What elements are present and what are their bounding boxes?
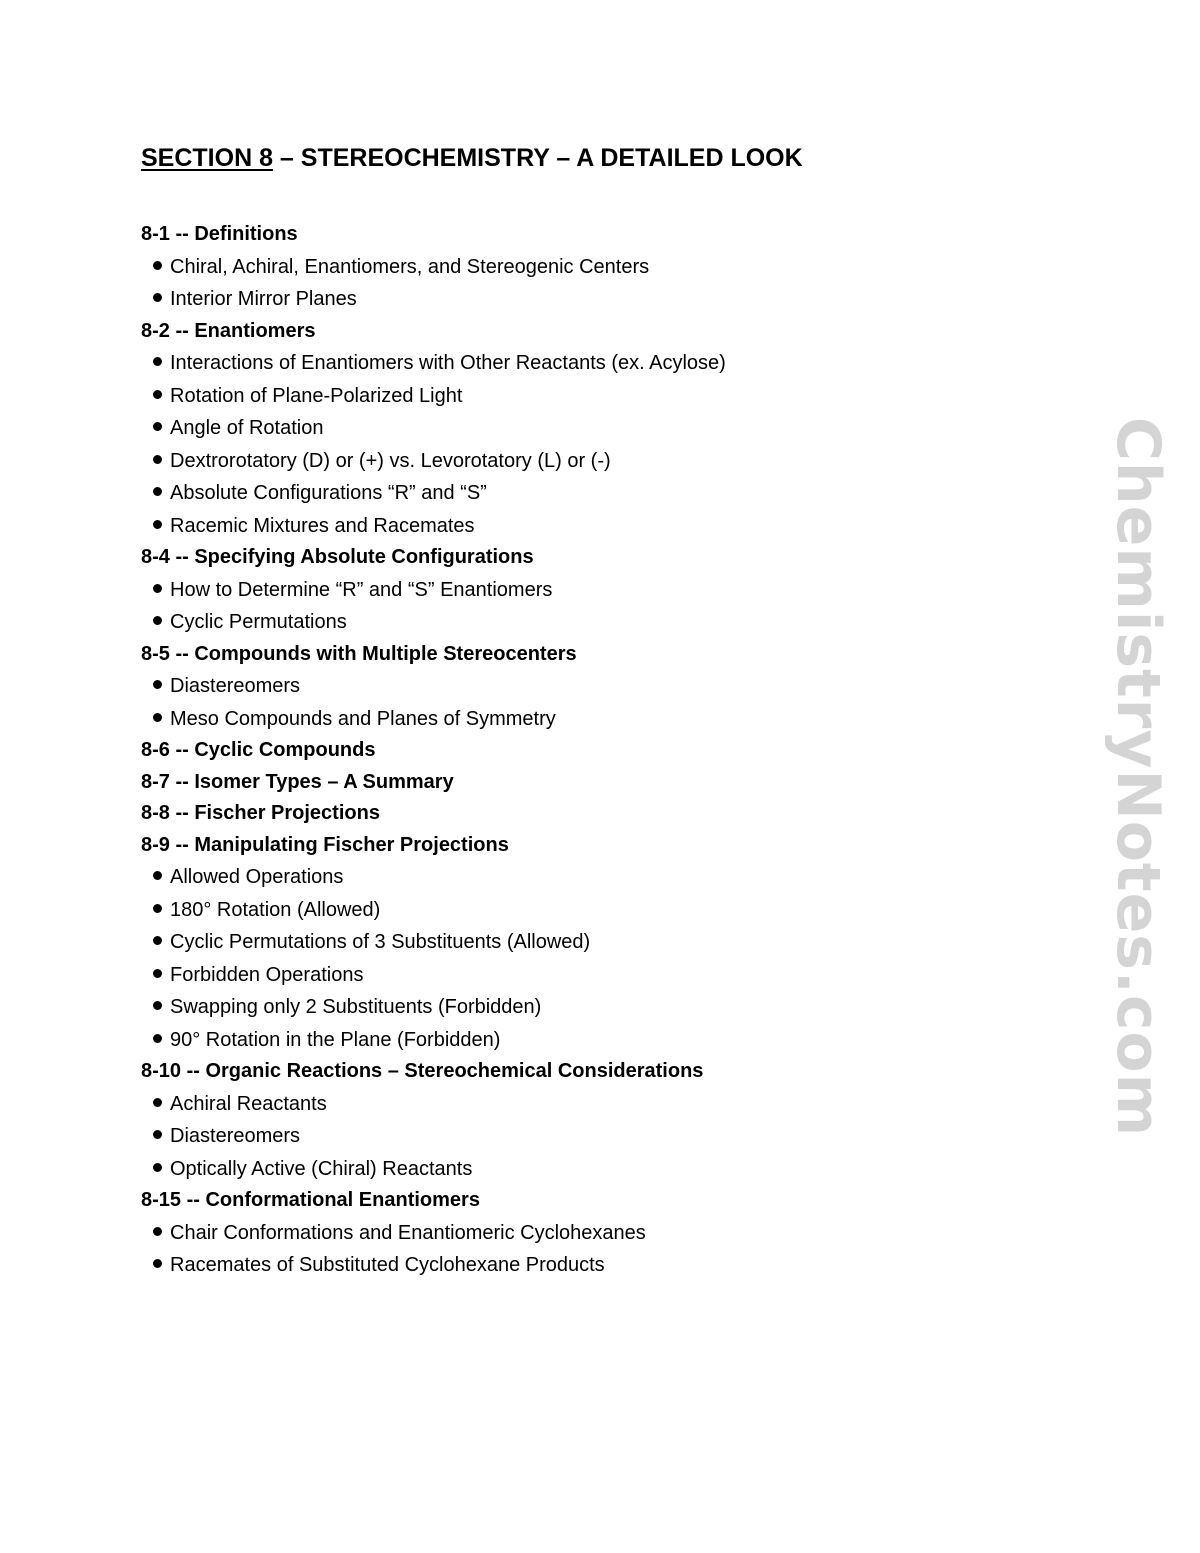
table-of-contents [141, 219, 1041, 1282]
watermark-text: ChemistryNotes.com [1103, 416, 1173, 1137]
list-item [141, 703, 1041, 736]
list-item-text: Cyclic Permutations of 3 Substituents (Allowed) [170, 931, 591, 953]
bullet-dot-icon [153, 1163, 162, 1172]
list-item-text: Diastereomers [170, 1125, 301, 1147]
bullet-dot-icon [153, 584, 162, 593]
list-item [141, 959, 1041, 992]
list-item-text: Swapping only 2 Substituents (Forbidden) [170, 996, 542, 1018]
bullet-dot-icon [153, 293, 162, 302]
bullet-dot-icon [153, 904, 162, 913]
list-item [141, 574, 1041, 607]
list-item [141, 926, 1041, 959]
list-item [141, 477, 1041, 510]
section-heading: 8-4 -- Specifying Absolute Configurations [141, 546, 534, 568]
bullet-dot-icon [153, 1034, 162, 1043]
list-item [141, 670, 1041, 703]
section-heading: 8-6 -- Cyclic Compounds [141, 739, 376, 761]
list-item-text: Chiral, Achiral, Enantiomers, and Stereogenic Centers [170, 255, 650, 278]
bullet-dot-icon [153, 936, 162, 945]
list-item [141, 1120, 1041, 1153]
list-item [141, 1088, 1041, 1121]
list-item-text: 90° Rotation in the Plane (Forbidden) [170, 1028, 501, 1051]
bullet-dot-icon [153, 1259, 162, 1268]
section-number: SECTION 8 [141, 144, 273, 172]
list-item-text: Allowed Operations [170, 866, 344, 888]
list-item [141, 894, 1041, 927]
list-item [141, 861, 1041, 894]
list-item-text: Cyclic Permutations [170, 611, 347, 633]
list-item [141, 606, 1041, 639]
bullet-dot-icon [153, 1001, 162, 1010]
watermark [1098, 416, 1178, 1137]
list-item-text: Interactions of Enantiomers with Other Reactants (ex. Acylose) [170, 352, 726, 374]
list-item [141, 445, 1041, 478]
list-item-text: Dextrorotatory (D) or (+) vs. Levorotatory (L) or (-) [170, 449, 611, 472]
section-heading: 8-1 -- Definitions [141, 223, 298, 245]
bullet-dot-icon [153, 616, 162, 625]
list-item-text: Meso Compounds and Planes of Symmetry [170, 707, 556, 730]
list-item [141, 412, 1041, 445]
bullet-dot-icon [153, 713, 162, 722]
list-item-text: Absolute Configurations “R” and “S” [170, 482, 487, 504]
bullet-dot-icon [153, 422, 162, 431]
bullet-dot-icon [153, 520, 162, 529]
section-heading: 8-8 -- Fischer Projections [141, 802, 380, 824]
bullet-dot-icon [153, 680, 162, 689]
list-item-text: Achiral Reactants [170, 1092, 327, 1115]
list-item [141, 991, 1041, 1024]
list-item-text: Interior Mirror Planes [170, 288, 357, 310]
list-item [141, 283, 1041, 316]
list-item-text: 180° Rotation (Allowed) [170, 898, 381, 921]
section-heading: 8-7 -- Isomer Types – A Summary [141, 770, 454, 793]
list-item-text: How to Determine “R” and “S” Enantiomers [170, 578, 553, 601]
bullet-dot-icon [153, 357, 162, 366]
section-heading: 8-9 -- Manipulating Fischer Projections [141, 833, 509, 856]
section-heading: 8-5 -- Compounds with Multiple Stereocenters [141, 642, 577, 665]
bullet-dot-icon [153, 1098, 162, 1107]
list-item [141, 510, 1041, 543]
list-item [141, 1249, 1041, 1282]
list-item [141, 251, 1041, 284]
bullet-dot-icon [153, 261, 162, 270]
page-title [141, 144, 803, 173]
section-title: – STEREOCHEMISTRY – A DETAILED LOOK [272, 144, 803, 172]
list-item-text: Forbidden Operations [170, 963, 364, 986]
list-item-text: Optically Active (Chiral) Reactants [170, 1157, 473, 1180]
bullet-dot-icon [153, 390, 162, 399]
section-heading: 8-2 -- Enantiomers [141, 319, 316, 342]
bullet-dot-icon [153, 969, 162, 978]
list-item-text: Diastereomers [170, 675, 301, 697]
list-item [141, 1024, 1041, 1057]
bullet-dot-icon [153, 871, 162, 880]
section-heading: 8-15 -- Conformational Enantiomers [141, 1189, 480, 1211]
bullet-dot-icon [153, 1227, 162, 1236]
list-item-text: Racemates of Substituted Cyclohexane Products [170, 1254, 605, 1276]
bullet-dot-icon [153, 1130, 162, 1139]
list-item-text: Chair Conformations and Enantiomeric Cyclohexanes [170, 1221, 646, 1244]
list-item-text: Rotation of Plane-Polarized Light [170, 384, 463, 407]
list-item [141, 347, 1041, 380]
list-item-text: Racemic Mixtures and Racemates [170, 514, 475, 537]
list-item [141, 380, 1041, 413]
bullet-dot-icon [153, 455, 162, 464]
list-item [141, 1217, 1041, 1250]
list-item [141, 1153, 1041, 1186]
section-heading: 8-10 -- Organic Reactions – Stereochemical Considerations [141, 1060, 704, 1082]
bullet-dot-icon [153, 487, 162, 496]
list-item-text: Angle of Rotation [170, 417, 324, 439]
